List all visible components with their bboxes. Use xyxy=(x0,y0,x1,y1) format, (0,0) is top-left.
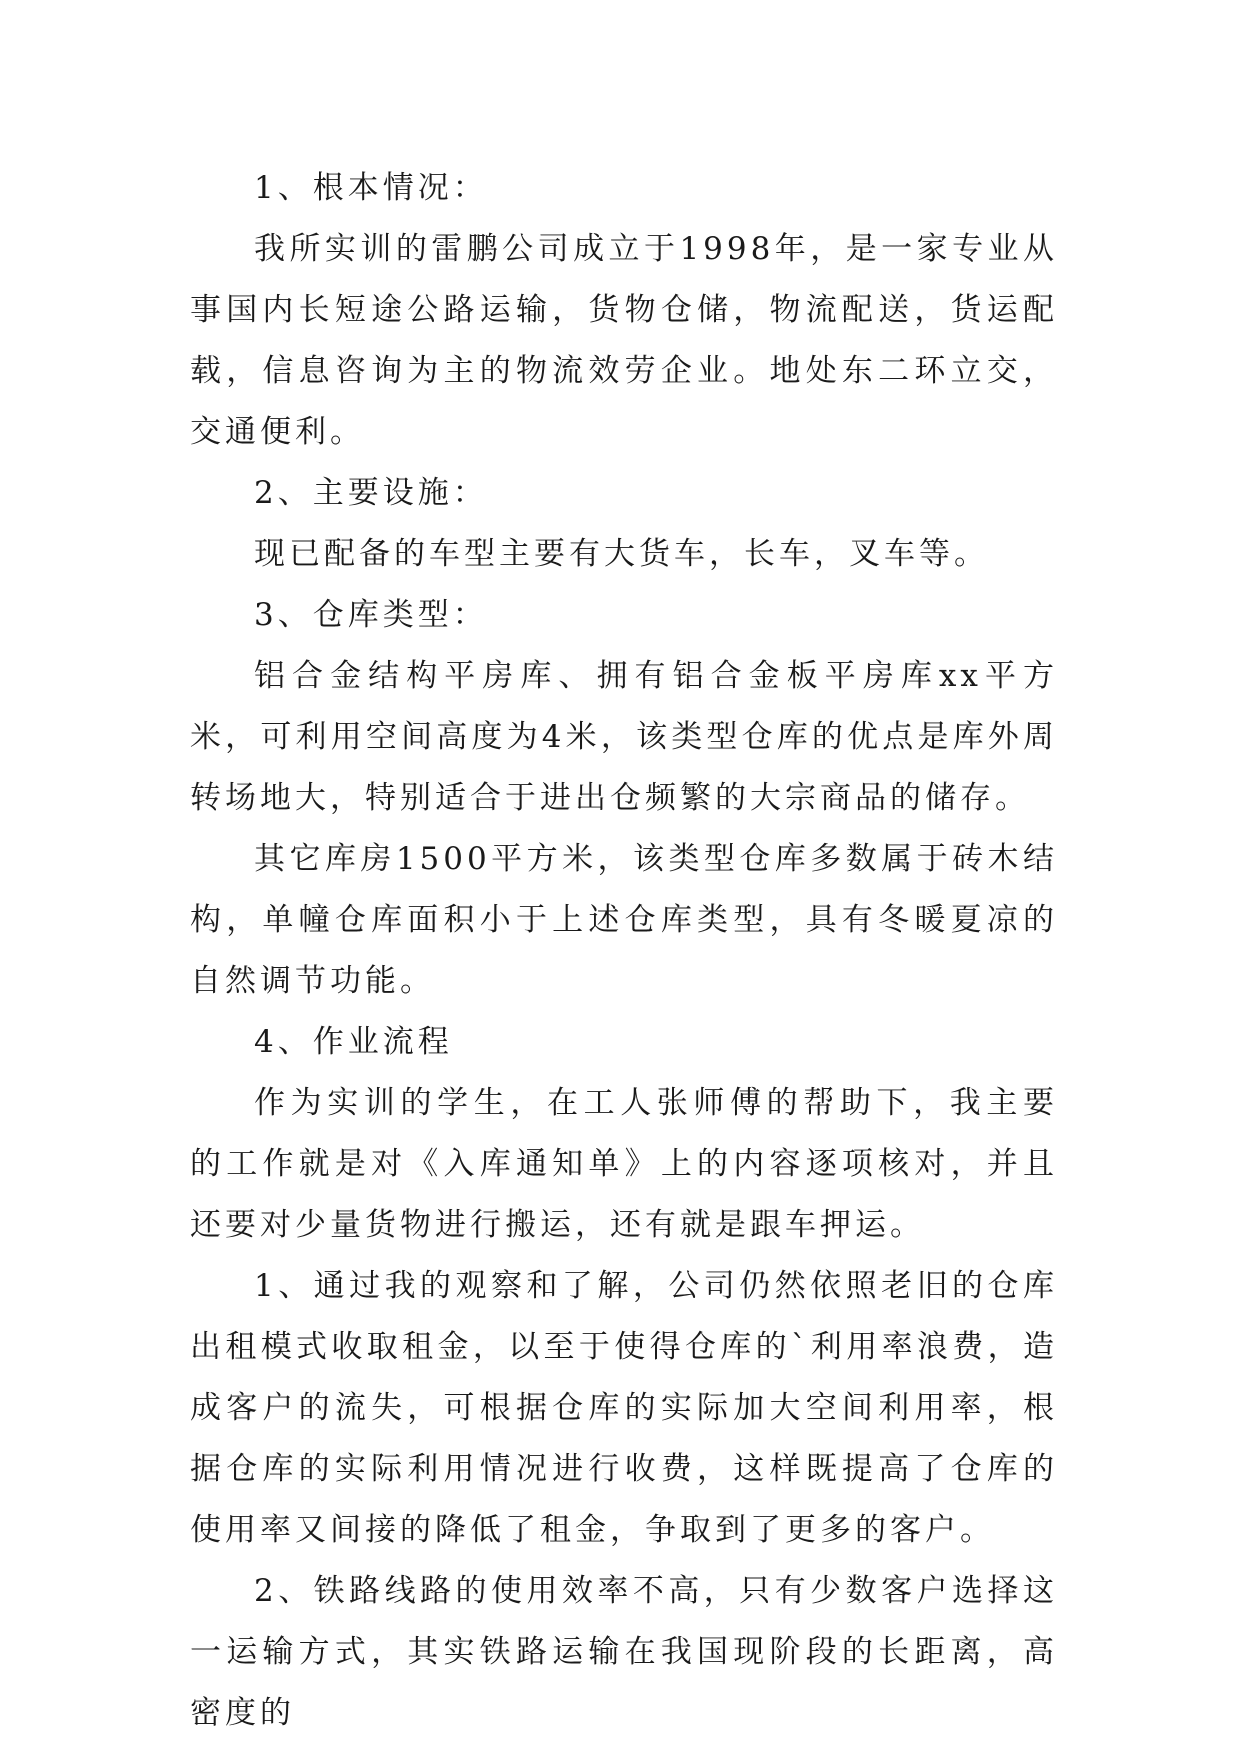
section-heading-warehouse-types: 3、仓库类型： xyxy=(254,597,488,633)
paragraph-observation-2: 2、铁路线路的使用效率不高，只有少数客户选择这一运输方式，其实铁路运输在我国现阶段的长距离，高密度的 xyxy=(190,1573,1058,1731)
section-heading-facilities: 2、主要设施： xyxy=(254,475,488,511)
paragraph-student-work: 作为实训的学生，在工人张师傅的帮助下，我主要的工作就是对《入库通知单》上的内容逐项核对，并且还要对少量货物进行搬运，还有就是跟车押运。 xyxy=(190,1085,1058,1243)
paragraph-vehicles: 现已配备的车型主要有大货车，长车，叉车等。 xyxy=(254,536,989,572)
section-heading-basic-info: 1、根本情况： xyxy=(254,170,488,206)
paragraph-observation-1: 1、通过我的观察和了解，公司仍然依照老旧的仓库出租模式收取租金，以至于使得仓库的`利用率浪费，造成客户的流失，可根据仓库的实际加大空间利用率，根据仓库的实际利用情况进行收费，这样既提高了仓库的使用率又间接的降低了租金，争取到了更多的客户。 xyxy=(190,1268,1058,1548)
paragraph-company-intro: 我所实训的雷鹏公司成立于1998年，是一家专业从事国内长短途公路运输，货物仓储，物流配送，货运配载，信息咨询为主的物流效劳企业。地处东二环立交，交通便利。 xyxy=(190,231,1058,450)
document-body xyxy=(190,158,1058,1744)
paragraph-aluminum-warehouse: 铝合金结构平房库、拥有铝合金板平房库xx平方米，可利用空间高度为4米，该类型仓库的优点是库外周转场地大，特别适合于进出仓频繁的大宗商品的储存。 xyxy=(190,658,1058,816)
section-heading-workflow: 4、作业流程 xyxy=(254,1024,453,1060)
paragraph-other-warehouses: 其它库房1500平方米，该类型仓库多数属于砖木结构，单幢仓库面积小于上述仓库类型，具有冬暖夏凉的自然调节功能。 xyxy=(190,841,1058,999)
